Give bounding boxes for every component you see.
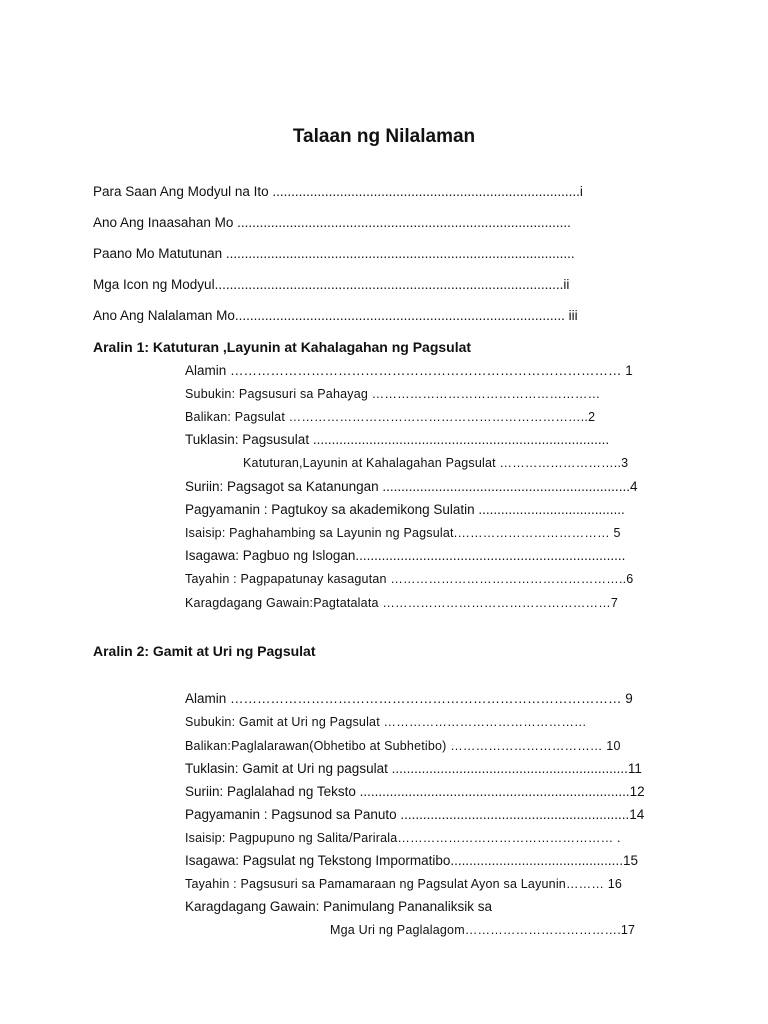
section-heading: Aralin 2: Gamit at Uri ng Pagsulat: [93, 643, 316, 659]
toc-entry: Paano Mo Matutunan .............................................................................................: [93, 246, 575, 261]
toc-entry: Alamin …………………………………………………………………………… 1: [185, 363, 633, 378]
toc-entry: Karagdagang Gawain:Pagtatalata ………………………………………………7: [185, 596, 619, 610]
toc-entry: Tayahin : Pagsusuri sa Pamamaraan ng Pagsulat Ayon sa Layunin……… 16: [185, 877, 623, 891]
toc-entry: Para Saan Ang Modyul na Ito ..................................................................................i: [93, 184, 583, 199]
toc-entry: Subukin: Gamit at Uri ng Pagsulat …………………………………………: [185, 715, 587, 729]
toc-entry: Pagyamanin : Pagtukoy sa akademikong Sulatin .......................................: [185, 502, 625, 517]
toc-entry: Alamin …………………………………………………………………………… 9: [185, 691, 633, 706]
toc-entry: Ano Ang Inaasahan Mo .........................................................................................: [93, 215, 571, 230]
toc-entry: Tuklasin: Pagsusulat ...............................................................................: [185, 432, 610, 447]
toc-entry: Isagawa: Pagbuo ng Islogan........................................................................: [185, 548, 626, 563]
toc-entry: Balikan: Pagsulat ……………………………………………………………..2: [185, 410, 596, 424]
toc-entry: Karagdagang Gawain: Panimulang Pananaliksik sa: [185, 899, 492, 914]
toc-entry: Subukin: Pagsusuri sa Pahayag ………………………………………………: [185, 387, 601, 401]
toc-entry: Balikan:Paglalarawan(Obhetibo at Subhetibo) ……………………………… 10: [185, 739, 621, 753]
toc-entry: Pagyamanin : Pagsunod sa Panuto .............................................................14: [185, 807, 645, 822]
toc-entry: Katuturan,Layunin at Kahalagahan Pagsulat ………………………..3: [243, 456, 629, 470]
toc-entry: Tuklasin: Gamit at Uri ng pagsulat ...............................................................11: [185, 761, 642, 776]
toc-entry: Isaisip: Paghahambing sa Layunin ng Pagsulat.……………………………… 5: [185, 526, 621, 540]
toc-entry: Isaisip: Pagpupuno ng Salita/Parirala…………………………………………… .: [185, 831, 621, 845]
toc-entry: Isagawa: Pagsulat ng Tekstong Impormatibo..............................................15: [185, 853, 638, 868]
section-heading: Aralin 1: Katuturan ,Layunin at Kahalagahan ng Pagsulat: [93, 339, 472, 355]
toc-entry: Mga Uri ng Paglalagom……………………………….17: [330, 923, 636, 937]
toc-entry: Suriin: Paglalahad ng Teksto ........................................................................12: [185, 784, 645, 799]
toc-entry: Ano Ang Nalalaman Mo........................................................................................ iii: [93, 308, 578, 323]
page-title: Talaan ng Nilalaman: [292, 126, 476, 147]
toc-entry: Mga Icon ng Modyul.............................................................................................ii: [93, 277, 570, 292]
toc-entry: Tayahin : Pagpapatunay kasagutan ………………………………………………..6: [185, 572, 634, 586]
toc-entry: Suriin: Pagsagot sa Katanungan ..................................................................4: [185, 479, 638, 494]
